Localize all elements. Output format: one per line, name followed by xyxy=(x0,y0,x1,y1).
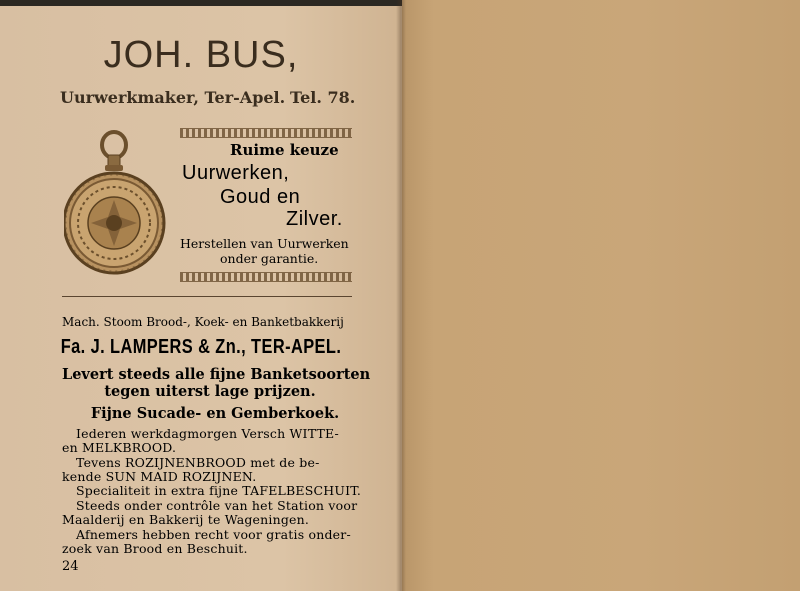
ad-goud-en: Goud en xyxy=(220,186,301,208)
section-divider xyxy=(62,296,352,297)
ad-uurwerken: Uurwerken, xyxy=(182,162,290,184)
bakery-tegen: tegen uiterst lage prijzen. xyxy=(104,383,316,400)
ad-ruime-keuze: Ruime keuze xyxy=(230,141,339,159)
bakery-body-line: kende SUN MAID ROZIJNEN. xyxy=(62,469,257,484)
right-page xyxy=(402,0,800,591)
pocket-watch-illustration xyxy=(64,128,174,283)
ad-subtitle-trade: Uurwerkmaker, Ter-Apel. xyxy=(60,88,286,107)
bakery-body-line: Afnemers hebben recht voor gratis onder- xyxy=(76,527,351,542)
ad-subtitle-phone: Tel. 78. xyxy=(290,88,356,107)
ad-repair-line-1: Herstellen van Uurwerken xyxy=(180,236,349,251)
ad-zilver: Zilver. xyxy=(286,208,343,230)
ad-title-joh-bus: JOH. BUS, xyxy=(103,34,299,76)
page-number: 24 xyxy=(62,559,79,574)
bakery-firm-name: Fa. J. LAMPERS & Zn., TER-APEL. xyxy=(60,336,342,358)
ornament-border-top xyxy=(180,128,352,138)
ornament-border-bottom xyxy=(180,272,352,282)
bakery-levert: Levert steeds alle fijne Banketsoorten xyxy=(62,366,371,383)
bakery-body-line: Tevens ROZIJNENBROOD met de be- xyxy=(76,455,320,470)
bakery-fijne: Fijne Sucade- en Gemberkoek. xyxy=(90,405,340,422)
bakery-body-line: Iederen werkdagmorgen Versch WITTE- xyxy=(76,426,339,441)
bakery-body-line: Specialiteit in extra fijne TAFELBESCHUIT. xyxy=(76,483,362,498)
bakery-body-line: zoek van Brood en Beschuit. xyxy=(62,541,248,556)
bakery-body-line: Steeds onder contrôle van het Station voor xyxy=(76,498,358,513)
bakery-body-line: en MELKBROOD. xyxy=(62,440,177,455)
bakery-header: Mach. Stoom Brood-, Koek- en Banketbakkerij xyxy=(62,315,344,329)
ad-repair-line-2: onder garantie. xyxy=(220,251,319,266)
book-gutter xyxy=(396,0,406,591)
bakery-body-line: Maalderij en Bakkerij te Wageningen. xyxy=(62,512,310,527)
